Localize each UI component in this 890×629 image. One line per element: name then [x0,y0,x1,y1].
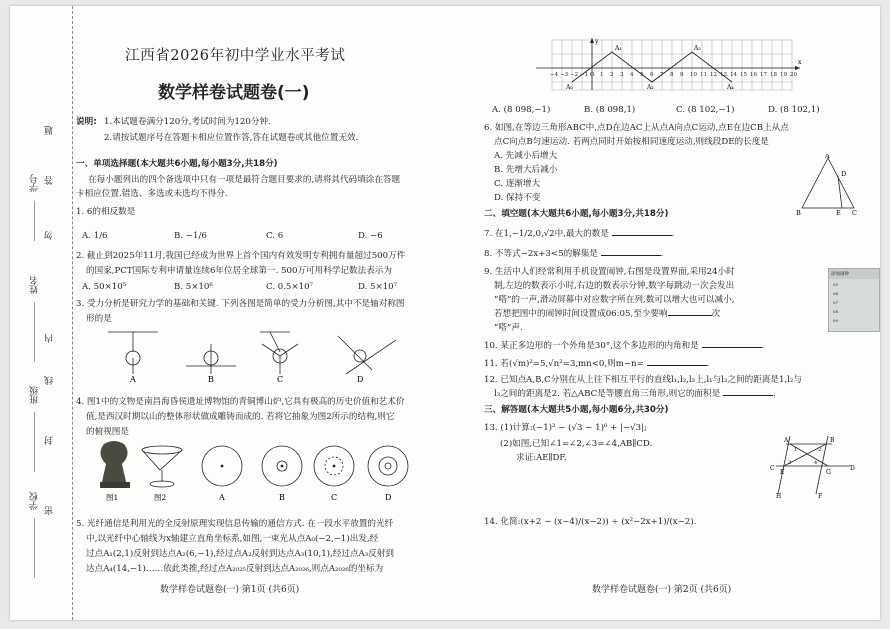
q12-blank[interactable] [723,395,773,396]
q6-option: A. 先减小后增大 [494,151,558,161]
screen-row: 07 [833,300,839,305]
q13-line: (2)如图,已知∠1=∠2,∠3=∠4,AB∥CD. [500,439,653,449]
q4-line: 4. 图1中的文物是南昌海昏侯遗址博物馆的青铜博山炉,它具有极高的历史价值和艺术价 [76,397,405,407]
section1-desc: 在每小题列出的四个备选项中只有一项是最符合题目要求的,请将其代码填涂在答题 [88,175,401,185]
q2-option: D. 5×10⁷ [358,282,398,292]
q5-line: 过点A₁(2,1)反射到达点A₂(6,−1),经过点A₂反射到达点A₃(10,1),经过点A₃反射到 [86,549,394,559]
paper-title: 数学样卷试题卷(一) [158,83,310,103]
q11-stem: 11. 若(√m)²=5,√n²=3,mn<0,则m−n= . [484,359,710,369]
alarm-setting-screen [828,268,880,332]
screen-row: 06 [833,291,839,296]
binding-word: 线 [45,376,55,385]
q9-blank[interactable] [668,315,712,316]
section1-desc: 卡相应位置.错选、多选或未选均不得分. [76,189,228,199]
binding-line [34,302,35,362]
graph-point-a3: A₃ [694,45,701,52]
q2-line: 2. 截止到2025年11月,我国已经成为世界上首个国内有效发明专利拥有量超过500万件 [76,251,406,261]
q5-option: D. (8 102,1) [768,105,820,115]
q6-option: B. 先增大后减小 [494,165,558,175]
graph-tick-label: 15 [740,72,747,78]
q4-line: 值,是西汉时期以山的整体形状做成雕铸而成的. 若将它抽象为图2所示的结构,则它 [86,412,395,422]
graph-tick-label: 4 [630,72,634,78]
q8-stem: 8. 不等式−2x+3<5的解集是 . [484,249,664,259]
q9-line [494,308,720,321]
q14-stem: 14. 化简:(x+2 − (x−4)/(x−2)) ÷ (x²−2x+1)/(x−2). [484,517,697,527]
binding-label-class: 班级 [30,386,40,404]
graph-tick-label: 16 [750,72,757,78]
q6-option: D. 保持不变 [494,193,541,203]
graph-tick-label: 9 [680,72,684,78]
graph-tick-label: 5 [640,72,644,78]
graph-tick-label: 7 [660,72,664,78]
binding-label-school: 学校 [30,492,40,510]
q2-option: B. 5×10⁶ [174,282,213,292]
section1-heading: 一、单项选择题(本大题共6小题,每小题3分,共18分) [76,159,278,169]
q13-label-g: G [826,469,831,476]
binding-word: 密 [45,506,55,515]
q6-line: 点C向点B匀速运动. 若两点同时开始按相同速度运动,则线段DE的长度是 [494,137,769,147]
q13-angle-3: 3 [788,460,792,466]
q5-option: C. (8 102,−1) [676,105,735,115]
q4-label-d: D [385,493,392,502]
graph-tick-label: 10 [690,72,697,78]
q7-text: 7. 在1,−1/2,0,√2中,最大的数是 [484,229,609,239]
q11-blank[interactable] [647,365,707,366]
graph-tick-label: 12 [710,72,717,78]
q13-label-d: D [850,465,855,472]
q13-line: 13. (1)计算:(−1)² − (√3 − 1)⁰ + |−√3|; [484,423,647,433]
graph-tick-label: 6 [650,72,654,78]
graph-point-a1: A₁ [615,45,622,52]
q3-line: 3. 受力分析是研究力学的基础和关键. 下列各图是简单的受力分析图,其中不是轴对称图 [76,299,405,309]
exam-sheet [10,6,880,620]
q13-angle-2: 2 [818,447,822,453]
q3-label-d: D [357,375,364,382]
binding-line [34,518,35,578]
q6-triangle-figure [796,154,860,216]
graph-point-a4: A₄ [727,84,734,91]
screen-row: 08 [833,309,839,314]
section3-heading: 三、解答题(本大题共5小题,每小题6分,共30分) [484,405,669,415]
graph-point-a0: A₀ [566,84,573,91]
q12-line: l₃之间的距离是2. 若△ABC是等腰直角三角形,则它的面积是 . [494,389,776,399]
q7-stem: 7. 在1,−1/2,0,√2中,最大的数是 . [484,229,675,239]
instructions-line2: 2.请按试题序号在答题卡相应位置作答,答在试题卷或其他位置无效. [104,133,359,143]
q2-option: C. 0.5×10⁷ [266,282,313,292]
q2-option: A. 50×10⁵ [82,282,127,292]
q12-text: l₃之间的距离是2. 若△ABC是等腰直角三角形,则它的面积是 [494,389,721,399]
binding-line [34,412,35,472]
q4-label-fig1: 图1 [106,493,119,502]
section2-heading: 二、填空题(本大题共6小题,每小题3分,共18分) [484,209,669,219]
q3-label-c: C [277,375,284,382]
graph-tick-label: 17 [760,72,767,78]
structure-figure [142,446,182,487]
graph-tick-label: 1 [600,72,604,78]
graph-tick-label: 2 [610,72,614,78]
q8-text: 8. 不等式−2x+3<5的解集是 [484,249,598,259]
graph-tick-label: 18 [770,72,777,78]
q6-label-e: E [836,209,841,216]
q9-line: “嗒”的一声,滑动屏幕中对应数字所在列,数可以增大也可以减小, [494,295,735,305]
q5-option: B. (8 098,1) [584,105,636,115]
q6-line: 6. 如图,在等边三角形ABC中,点D在边AC上从点A向点C运动,点E在边CB上从点 [484,123,789,133]
screen-row: 09 [833,318,839,323]
q10-blank[interactable] [702,347,762,348]
q10-text: 10. 某正多边形的一个外角是30°,这个多边形的内角和是 [484,341,699,351]
graph-point-a2: A₂ [647,84,654,91]
q4-line: 的俯视图是 [86,427,129,437]
binding-word: 勿 [45,231,55,240]
exam-title: 江西省2026年初中学业水平考试 [125,48,346,64]
q5-line: 中,以光纤中心轴线为x轴建立直角坐标系,如图,一束光从点A₀(−2,−1)出发,经 [86,534,379,544]
instructions-line1: 1.本试题卷满分120分,考试时间为120分钟. [104,117,271,127]
graph-tick-label: 13 [720,72,727,78]
footer-left: 数学样卷试题卷(一) 第1页 (共6页) [160,585,300,595]
q13-label-e: E [780,469,785,476]
q13-label-b: B [830,437,835,444]
q13-label-h: H [776,493,782,500]
q8-blank[interactable] [601,255,661,256]
q6-label-c: C [852,209,857,216]
binding-label-name: 姓名 [30,276,40,294]
q13-angle-4: 4 [814,460,818,466]
q13-angle-1: 1 [794,447,798,453]
binding-line [34,201,35,241]
q13-label-a: A [784,437,789,444]
graph-tick-label: 8 [670,72,674,78]
graph-tick-label: −1 [580,72,589,78]
q6-label-a: A [825,154,830,160]
q12-line: 12. 已知点A,B,C分别在从上往下相互平行的直线l₁,l₂,l₃上,l₁与l₂之间的距离是1,l₂与 [484,375,802,385]
graph-tick-label: 11 [700,72,707,78]
q9-text: 若想把图中的闹钟时间设置成06:05,至少要响 [494,309,668,319]
q1-option: C. 6 [266,231,284,241]
q1-stem: 1. 6的相反数是 [76,207,136,217]
q3-force-diagrams [102,324,402,382]
bronze-censer-image [100,441,130,488]
graph-tick-label: 14 [730,72,737,78]
q9-line: “嗒”声. [494,323,523,333]
q4-label-b: B [279,493,285,502]
q2-line: 的国家,PCT国际专利申请量连续6年位居全球第一. 500万可用科学记数法表示为 [86,266,392,276]
graph-x-label: x [798,59,802,66]
q5-line: 达点A₄(14,−1)……依此类推,经过点A₂₀₂₅反射到达点A₂₀₂₆,则点A₂₀₂₆的坐标为 [86,564,384,574]
q10-stem: 10. 某正多边形的一个外角是30°,这个多边形的内角和是 . [484,341,765,351]
q9-unit: 次 [711,309,721,319]
binding-word: 封 [45,436,55,445]
graph-tick-label: −3 [560,72,569,78]
graph-tick-label: O [590,72,595,78]
q5-line: 5. 光纤通信是利用光的全反射原理实现信息传输的通信方式. 在一段水平放置的光纤 [76,519,394,529]
q9-line: 9. 生活中人们经常利用手机设置闹钟,右图是设置界面,采用24小时 [484,267,735,277]
q4-figures [98,438,418,504]
binding-word: 题 [45,126,55,135]
screen-title: 添加闹钟 [829,269,879,279]
instructions-label: 说明: [76,117,97,127]
q4-label-c: C [331,493,338,502]
binding-strip [10,6,73,620]
graph-tick-label: −4 [550,72,559,78]
graph-tick-label: 20 [790,72,797,78]
binding-word: 内 [45,334,55,343]
q6-option: C. 逐渐增大 [494,179,541,189]
graph-tick-label: −2 [570,72,579,78]
q3-label-a: A [130,375,136,382]
footer-right: 数学样卷试题卷(一) 第2页 (共6页) [592,585,732,595]
q4-label-fig2: 图2 [154,493,167,502]
q11-text: 11. 若(√m)²=5,√n²=3,mn<0,则m−n= [484,359,644,369]
binding-label-student-id: 学号 [30,174,40,192]
screen-row: 05 [833,282,839,287]
q1-option: B. −1/6 [174,231,207,241]
q13-label-c: C [770,465,775,472]
screen-time-list [829,279,879,326]
q4-label-a: A [219,493,225,502]
binding-word: 答 [45,176,55,185]
q13-figure [770,434,860,500]
q6-label-d: D [841,170,847,178]
q1-option: A. 1/6 [82,231,108,241]
graph-tick-label: 19 [780,72,787,78]
graph-tick-label: 3 [620,72,624,78]
q5-optical-fiber-graph [536,36,804,92]
q13-label-f: F [818,493,823,500]
q9-line: 制,左边的数表示小时,右边的数表示分钟,数字每跳动一次会发出 [494,281,735,291]
q13-line: 求证:AE∥DF. [516,453,567,463]
graph-y-label: y [595,38,599,45]
q5-option: A. (8 098,−1) [492,105,551,115]
q7-blank[interactable] [612,235,672,236]
q6-label-b: B [796,209,801,216]
q3-line: 形的是 [86,314,112,324]
q3-label-b: B [208,375,214,382]
q1-option: D. −6 [358,231,383,241]
